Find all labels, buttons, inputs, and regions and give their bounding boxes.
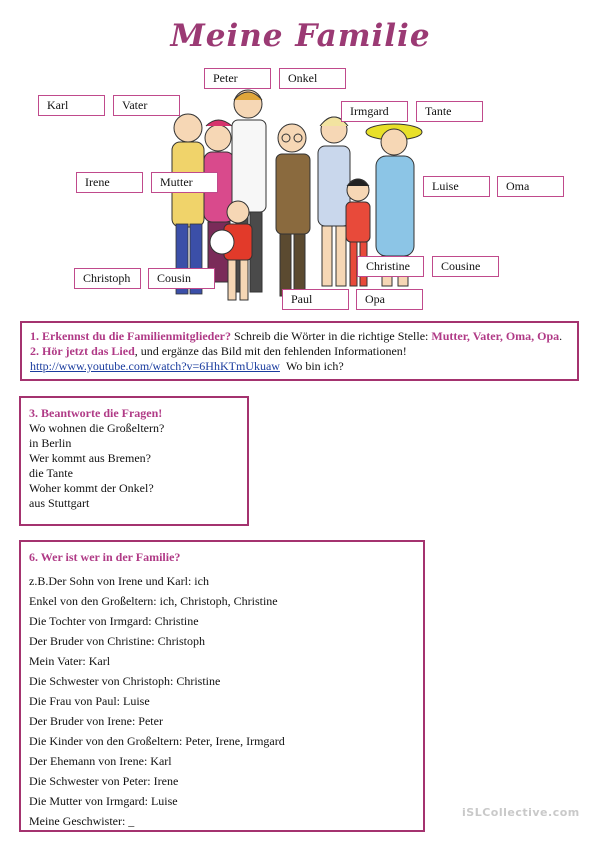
task-3-answer-3: aus Stuttgart (29, 496, 90, 510)
task-1-2-box (20, 321, 579, 381)
label-paul: Paul (282, 289, 349, 310)
task-3-question-3: Woher kommt der Onkel? (29, 481, 154, 495)
task-6-line: Die Tochter von Irmgard: Christine (29, 614, 199, 628)
label-opa: Opa (356, 289, 423, 310)
task-6-line: Die Frau von Paul: Luise (29, 694, 150, 708)
task-3-question-1: Wo wohnen die Großeltern? (29, 421, 165, 435)
label-christoph: Christoph (74, 268, 141, 289)
task-6-line: z.B.Der Sohn von Irene und Karl: ich (29, 574, 209, 588)
label-mutter: Mutter (151, 172, 218, 193)
task-1-text: Schreib die Wörter in die richtige Stelle: (231, 329, 432, 343)
label-tante: Tante (416, 101, 483, 122)
task-6-line: Mein Vater: Karl (29, 654, 111, 668)
label-onkel: Onkel (279, 68, 346, 89)
video-link[interactable]: http://www.youtube.com/watch?v=6HhKTmUkuaw (30, 359, 280, 373)
task-6-box (19, 540, 425, 832)
task-3-answer-2: die Tante (29, 466, 73, 480)
label-oma: Oma (497, 176, 564, 197)
label-karl: Karl (38, 95, 105, 116)
figure-peter (232, 90, 266, 292)
label-luise: Luise (423, 176, 490, 197)
watermark: iSLCollective.com (462, 806, 580, 819)
task-6-line: Enkel von den Großeltern: ich, Christoph, Christine (29, 594, 278, 608)
task-3-heading: 3. Beantworte die Fragen! (29, 406, 163, 420)
task-1-dot: . (559, 329, 563, 343)
task-6-line: Der Ehemann von Irene: Karl (29, 754, 172, 768)
task-6-line: Der Bruder von Irene: Peter (29, 714, 163, 728)
label-cousine: Cousine (432, 256, 499, 277)
label-christine: Christine (357, 256, 424, 277)
label-peter: Peter (204, 68, 271, 89)
task-6-line: Die Schwester von Peter: Irene (29, 774, 179, 788)
task-6-line: Die Kinder von den Großeltern: Peter, Irene, Irmgard (29, 734, 285, 748)
task-6-line: Der Bruder von Christine: Christoph (29, 634, 205, 648)
label-cousin: Cousin (148, 268, 215, 289)
task-2-text: , und ergänze das Bild mit den fehlenden Informationen! (134, 344, 407, 358)
figure-karl (172, 114, 204, 294)
figure-irmgard (318, 117, 350, 286)
task-6-line: Die Mutter von Irmgard: Luise (29, 794, 178, 808)
video-link-caption: Wo bin ich? (285, 359, 344, 373)
label-irene: Irene (76, 172, 143, 193)
page-title: Meine Familie (170, 18, 431, 54)
task-6-line: Meine Geschwister: _ (29, 814, 135, 828)
task-1-heading: 1. Erkennst du die Familienmitglieder? (30, 329, 231, 343)
label-irmgard: Irmgard (341, 101, 408, 122)
task-3-box (19, 396, 249, 526)
task-2-heading: 2. Hör jetzt das Lied (30, 344, 135, 358)
task-1-words: Mutter, Vater, Oma, Opa (431, 329, 560, 343)
task-3-answer-1: in Berlin (29, 436, 72, 450)
label-vater: Vater (113, 95, 180, 116)
figure-paul (276, 124, 310, 296)
task-3-question-2: Wer kommt aus Bremen? (29, 451, 151, 465)
task-6-line: Die Schwester von Christoph: Christine (29, 674, 221, 688)
task-6-heading: 6. Wer ist wer in der Familie? (29, 550, 181, 564)
